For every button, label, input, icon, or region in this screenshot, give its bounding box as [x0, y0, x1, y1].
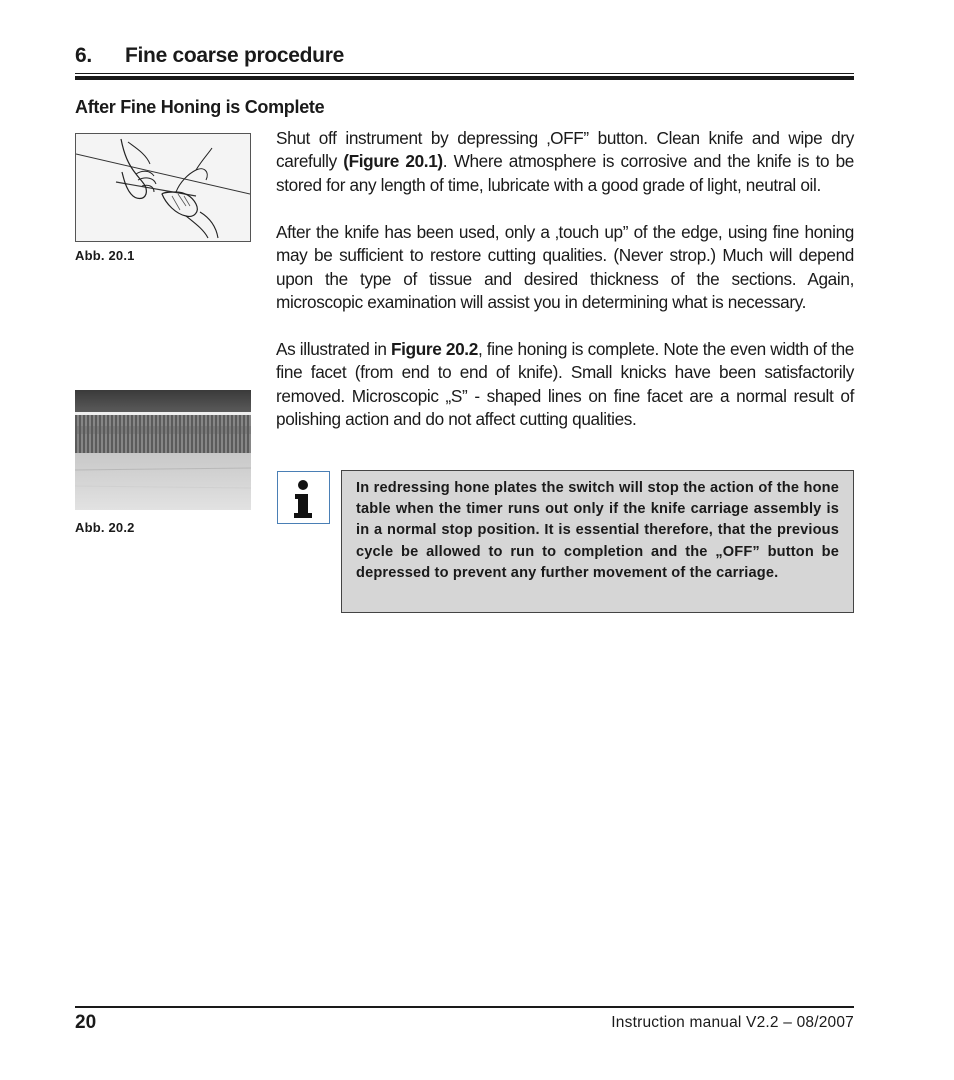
note-box [341, 470, 854, 613]
figure-20-1-caption: Abb. 20.1 [75, 248, 135, 263]
paragraph-1-text-a: Shut off instrument by depressing ‚OFF” button. Clean knife and wipe dry carefully [276, 128, 854, 172]
figure-20-2-caption: Abb. 20.2 [75, 520, 135, 535]
hands-wiping-knife-illustration [76, 134, 250, 241]
chapter-heading [75, 44, 855, 72]
heading-rule-thick [75, 76, 854, 80]
figure-20-1-reference: (Figure 20.1) [343, 151, 443, 172]
paragraph-1-text-b: . Where atmosphere is corrosive and the knife is to be stored for any length of time, lubricate with a good grade of light, neutral oil. [276, 151, 854, 195]
figure-20-1 [75, 133, 251, 242]
knife-facet-micrograph [75, 390, 251, 510]
paragraph-3-text-a: As illustrated in [276, 339, 392, 359]
paragraph-3-text-b: , fine honing is complete. Note the even width of the fine facet (from end to end of knife). Small knicks have been satisfactorily removed. Microscopic „S” - shaped lines on fine facet are a normal result of polishing action and do not affect cutting qualities. [276, 339, 854, 429]
page-number: 20 [75, 1012, 97, 1033]
footer-rule [75, 1006, 854, 1008]
paragraph-1 [276, 127, 854, 197]
figure-20-2 [75, 390, 251, 510]
section-subheading: After Fine Honing is Complete [75, 97, 325, 117]
paragraph-3 [276, 338, 854, 431]
manual-version: Instruction manual V2.2 – 08/2007 [611, 1014, 854, 1031]
info-icon [277, 471, 330, 524]
heading-rule-thin [75, 73, 854, 74]
figure-20-2-reference: Figure 20.2 [391, 339, 478, 359]
chapter-number: 6. [75, 44, 92, 67]
paragraph-2: After the knife has been used, only a ‚touch up” of the edge, using fine honing may be sufficient to restore cutting qualities. (Never strop.) Much will depend upon the type of tissue and desired thickness of the sections. Again, microscopic examination will assist you in determining what is necessary. [276, 222, 854, 312]
chapter-title: Fine coarse procedure [125, 44, 344, 67]
note-text: In redressing hone plates the switch will stop the action of the hone table when the timer runs out only if the knife carriage assembly is in a normal stop position. It is essential therefore, that the previous cycle be allowed to run to completion and the „OFF” button be depressed to prevent any further movement of the carriage. [356, 480, 839, 581]
